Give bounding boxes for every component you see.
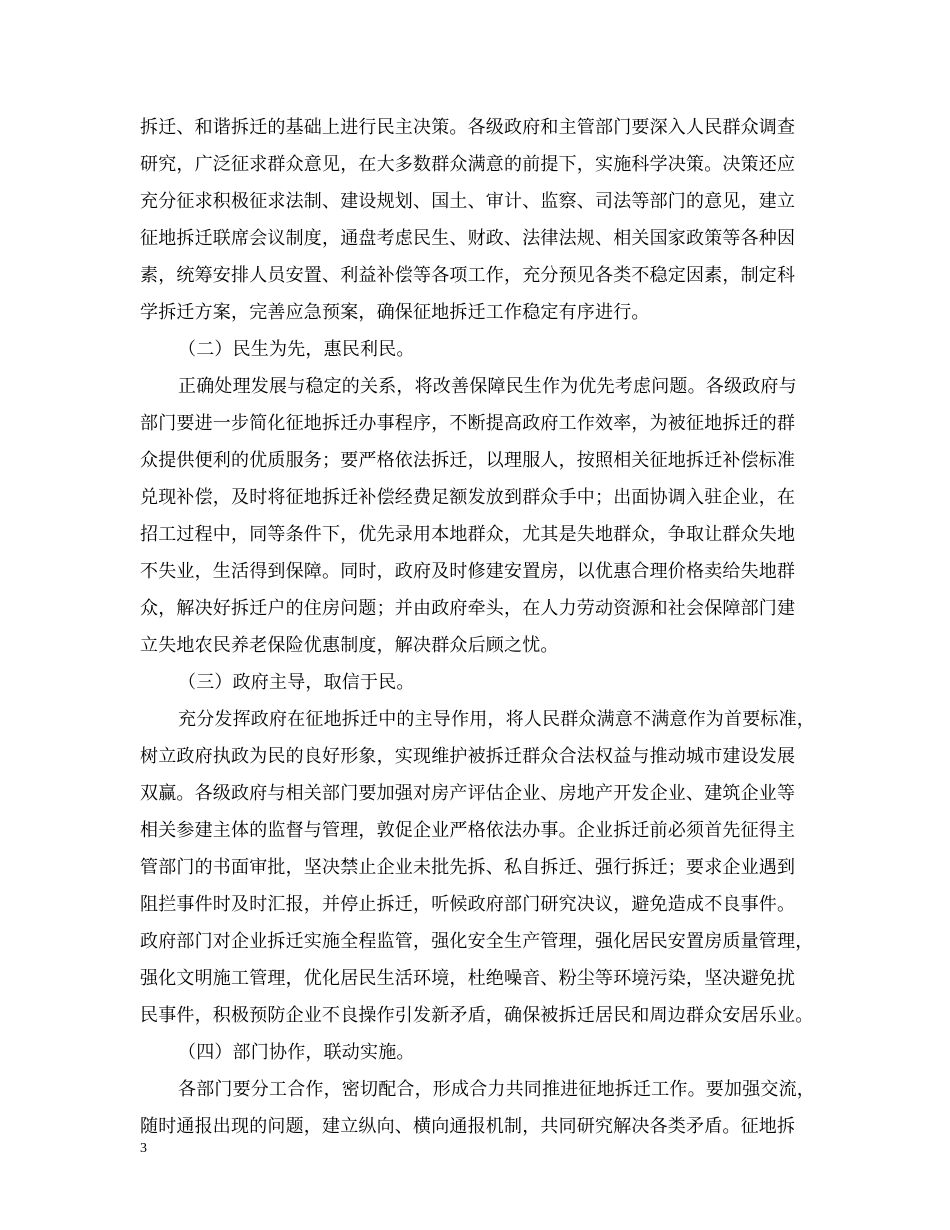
body-text-line: 双赢。各级政府与相关部门要加强对房产评估企业、房地产开发企业、建筑企业等 [140,783,796,804]
body-text-line: 充分发挥政府在征地拆迁中的主导作用，将人民群众满意不满意作为首要标准， [178,709,815,730]
body-text-line: 充分征求积极征求法制、建设规划、国土、审计、监察、司法等部门的意见，建立 [140,191,796,212]
body-text-line: 不失业，生活得到保障。同时，政府及时修建安置房，以优惠合理价格卖给失地群 [140,561,796,582]
section-heading-3: （三）政府主导，取信于民。 [178,672,415,693]
body-text-line: 相关参建主体的监督与管理，敦促企业严格依法办事。企业拆迁前必须首先征得主 [140,820,796,841]
body-text-line: 正确处理发展与稳定的关系，将改善保障民生作为优先考虑问题。各级政府与 [178,376,797,397]
body-text-line: 招工过程中，同等条件下，优先录用本地群众，尤其是失地群众，争取让群众失地 [140,524,796,545]
section-heading-2: （二）民生为先，惠民利民。 [178,339,415,360]
body-text-line: 随时通报出现的问题，建立纵向、横向通报机制，共同研究解决各类矛盾。征地拆 [140,1116,796,1137]
body-text-line: 树立政府执政为民的良好形象，实现维护被拆迁群众合法权益与推动城市建设发展 [140,746,796,767]
body-text-line: 众提供便利的优质服务；要严格依法拆迁，以理服人，按照相关征地拆迁补偿标准 [140,450,796,471]
body-text-line: 立失地农民养老保险优惠制度，解决群众后顾之忧。 [140,635,559,656]
section-heading-4: （四）部门协作，联动实施。 [178,1042,415,1063]
body-text-line: 众，解决好拆迁户的住房问题；并由政府牵头，在人力劳动资源和社会保障部门建 [140,598,796,619]
body-text-line: 征地拆迁联席会议制度，通盘考虑民生、财政、法律法规、相关国家政策等各种因 [140,228,796,249]
body-text-line: 政府部门对企业拆迁实施全程监管，强化安全生产管理，强化居民安置房质量管理， [140,931,814,952]
body-text-line: 素，统筹安排人员安置、利益补偿等各项工作，充分预见各类不稳定因素，制定科 [140,265,796,286]
body-text-line: 民事件，积极预防企业不良操作引发新矛盾，确保被拆迁居民和周边群众安居乐业。 [140,1005,814,1026]
page-number: 3 [140,1141,147,1156]
body-text-line: 部门要进一步简化征地拆迁办事程序，不断提高政府工作效率，为被征地拆迁的群 [140,413,796,434]
body-text-line: 各部门要分工合作，密切配合，形成合力共同推进征地拆迁工作。要加强交流， [178,1079,815,1100]
body-text-line: 阻拦事件时及时汇报，并停止拆迁，听候政府部门研究决议，避免造成不良事件。 [140,894,796,915]
body-text-line: 强化文明施工管理，优化居民生活环境，杜绝噪音、粉尘等环境污染，坚决避免扰 [140,968,796,989]
body-text-line: 研究，广泛征求群众意见，在大多数群众满意的前提下，实施科学决策。决策还应 [140,154,796,175]
body-text-line: 拆迁、和谐拆迁的基础上进行民主决策。各级政府和主管部门要深入人民群众调查 [140,117,796,138]
body-text-line: 管部门的书面审批，坚决禁止企业未批先拆、私自拆迁、强行拆迁；要求企业遇到 [140,857,796,878]
body-text-line: 兑现补偿，及时将征地拆迁补偿经费足额发放到群众手中；出面协调入驻企业，在 [140,487,796,508]
body-text-line: 学拆迁方案，完善应急预案，确保征地拆迁工作稳定有序进行。 [140,302,650,323]
